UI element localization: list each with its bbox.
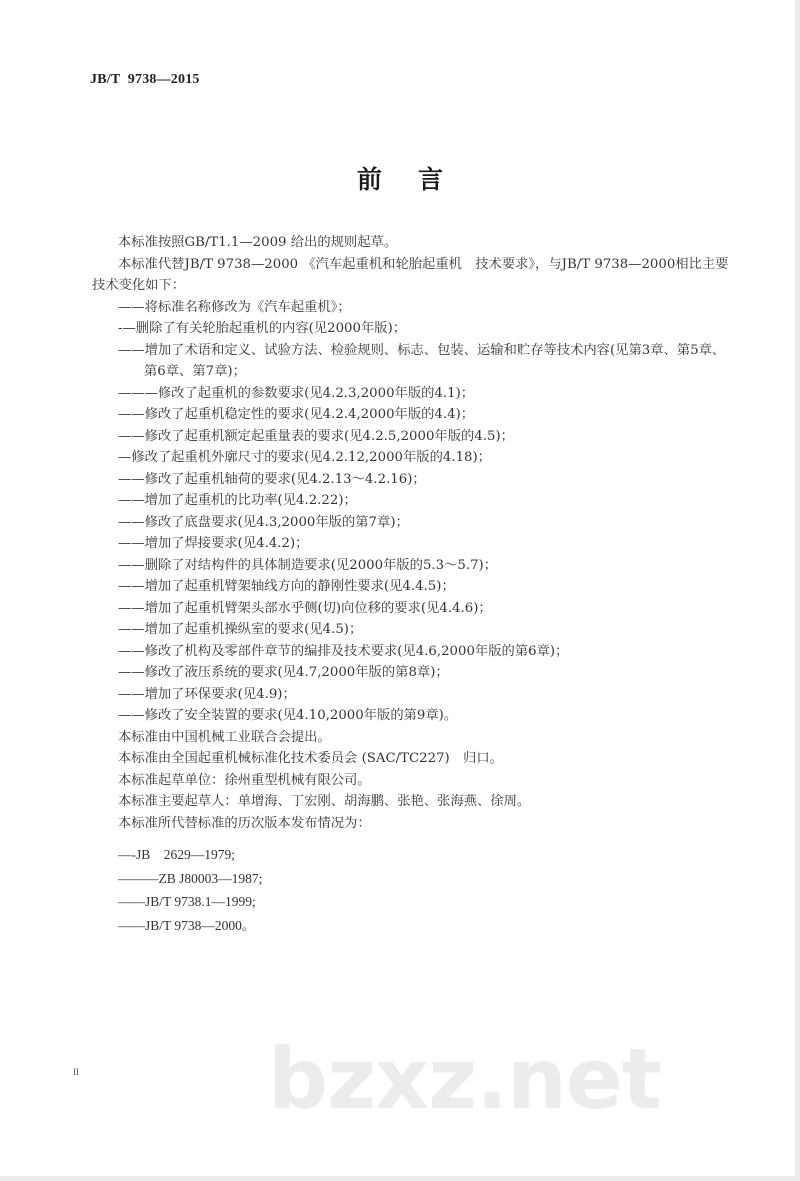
paragraph-replacement: 本标准代替JB/T 9738—2000 《汽车起重机和轮胎起重机 技术要求》，与JB/T 9738—2000相比主要技术变化如下： xyxy=(92,256,729,293)
change-item: ——将标准名称修改为《汽车起重机》； xyxy=(118,299,351,315)
change-item: ——删除了对结构件的具体制造要求(见2000年版的5.3～5.7)； xyxy=(118,557,498,573)
foreword-body xyxy=(92,232,732,834)
paragraph-history-intro: 本标准所代替标准的历次版本发布情况为： xyxy=(118,815,371,831)
change-item: ———修改了起重机的参数要求(见4.2.3,2000年版的4.1)； xyxy=(118,385,475,401)
paragraph-drafting-unit: 本标准起草单位：徐州重型机械有限公司。 xyxy=(118,772,371,788)
page-title: 前言 xyxy=(356,165,479,194)
version-history-list xyxy=(118,843,262,937)
change-item: ——增加了术语和定义、试验方法、检验规则、标志、包装、运输和贮存等技术内容(见第3章、第5章、第6章、第7章)； xyxy=(118,342,726,379)
change-item: -—删除了有关轮胎起重机的内容(见2000年版)； xyxy=(118,321,407,336)
change-item: ——修改了起重机轴荷的要求(见4.2.13～4.2.16)； xyxy=(118,471,426,487)
change-item: ——增加了焊接要求(见4.4.2)； xyxy=(118,536,309,551)
watermark: bzxz.net xyxy=(268,1030,661,1128)
page-number: II xyxy=(73,1067,79,1077)
history-item: ——JB/T 9738—2000。 xyxy=(118,917,256,933)
change-item: ——增加了起重机的比功率(见4.2.22)； xyxy=(118,493,357,508)
history-item: ———ZB J80003—1987; xyxy=(118,870,263,886)
change-item: —修改了起重机外廓尺寸的要求(见4.2.12,2000年版的4.18)； xyxy=(118,450,491,465)
history-item: ——JB/T 9738.1—1999; xyxy=(118,894,256,909)
change-item: ——修改了机构及零部件章节的编排及技术要求(见4.6,2000年版的第6章)； xyxy=(118,643,569,659)
change-item: ——修改了起重机稳定性的要求(见4.2.4,2000年版的4.4)； xyxy=(118,407,475,422)
change-item: ——修改了安全装置的要求(见4.10,2000年版的第9章)。 xyxy=(118,708,458,723)
change-item: ——增加了起重机臂架头部水乎侧(切)向位移的要求(见4.4.6)； xyxy=(118,600,492,616)
history-item: —-JB 2629—1979; xyxy=(118,847,236,862)
document-code-header: JB/T 9738—2015 xyxy=(90,72,200,87)
change-item: ——增加了环保要求(见4.9)； xyxy=(118,686,296,702)
paragraph-centralized-by: 本标准由全国起重机械标准化技术委员会 (SAC/TC227) 归口。 xyxy=(118,751,503,766)
change-item: ——修改了底盘要求(见4.3,2000年版的第7章)； xyxy=(118,514,409,530)
change-item: ——增加了起重机臂架轴线方向的静刚性要求(见4.4.5)； xyxy=(118,579,455,594)
change-item: ——修改了起重机额定起重量表的要求(见4.2.5,2000年版的4.5)； xyxy=(118,428,514,444)
change-item: ——增加了起重机操纵室的要求(见4.5)； xyxy=(118,622,363,637)
paragraph-drafting-rules: 本标准按照GB/T1.1—2009 给出的规则起草。 xyxy=(118,235,398,250)
change-item: ——修改了液压系统的要求(见4.7,2000年版的第8章)； xyxy=(118,665,449,680)
paragraph-proposed-by: 本标准由中国机械工业联合会提出。 xyxy=(118,729,331,745)
paragraph-drafters: 本标准主要起草人：单增海、丁宏刚、胡海鹏、张艳、张海燕、徐周。 xyxy=(118,794,531,809)
